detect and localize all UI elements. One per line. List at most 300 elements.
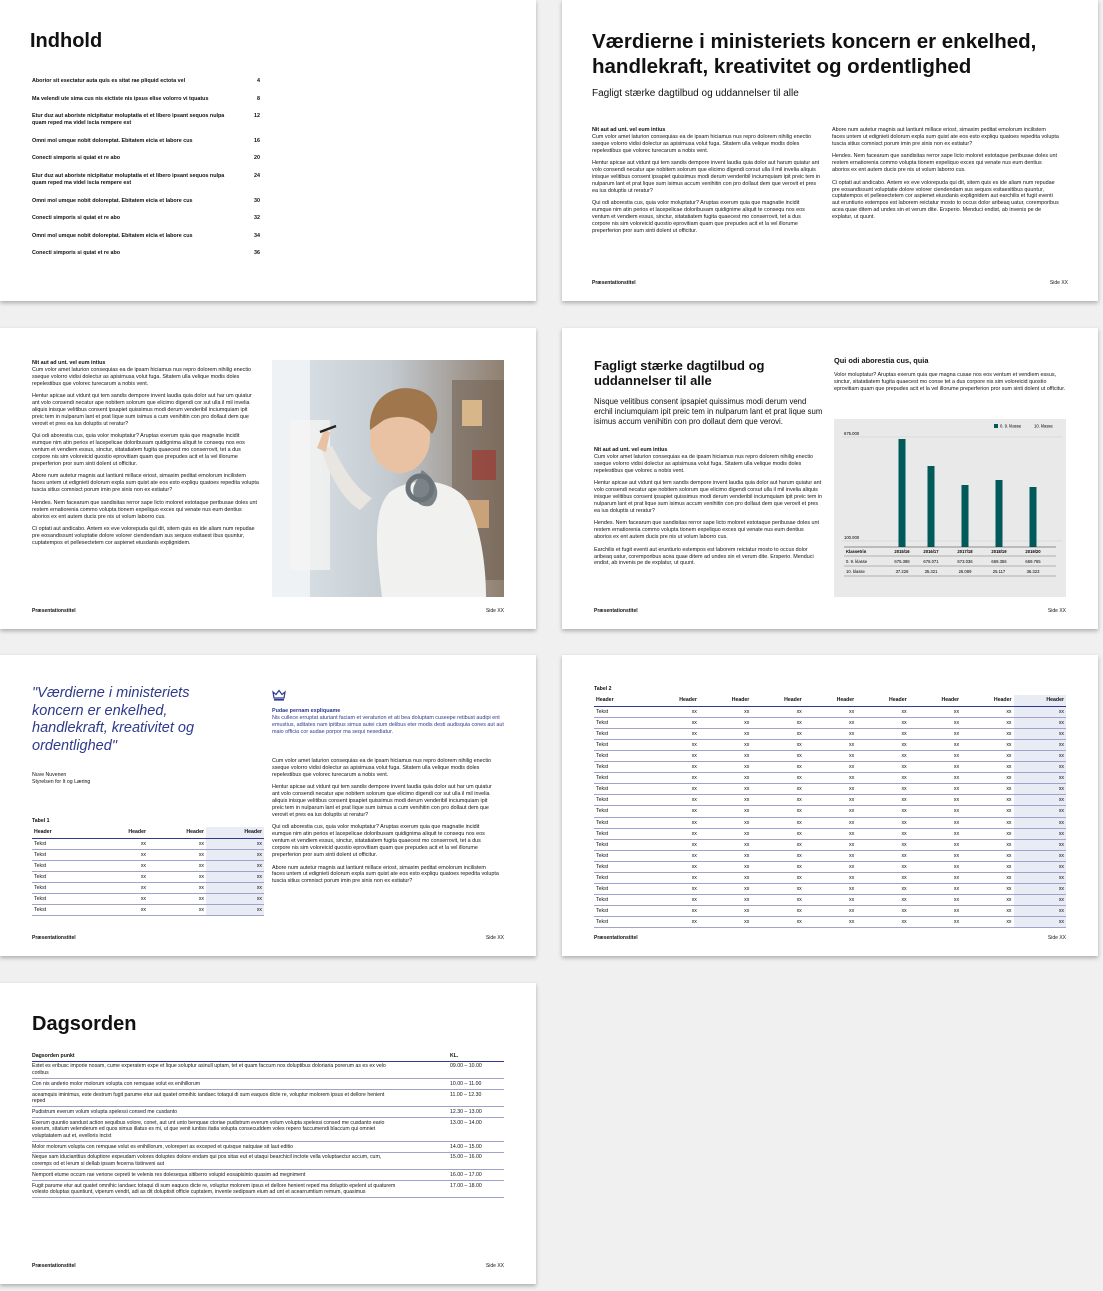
table-cell: xx [961, 873, 1013, 884]
table-cell: xx [148, 905, 206, 916]
toc-list [32, 78, 260, 268]
table-cell: xx [909, 828, 961, 839]
paragraph [594, 480, 822, 515]
x-tick-label: 2017/18 [957, 549, 973, 554]
data-label: 676.071 [923, 559, 939, 564]
table-cell: xx [206, 882, 264, 893]
table-cell: xx [856, 895, 908, 906]
table-cell: xx [1014, 906, 1067, 917]
table-row [594, 795, 1066, 806]
toc-entry-page: 4 [257, 78, 260, 84]
table-header-cell: Header [148, 827, 206, 838]
table-row [594, 773, 1066, 784]
agenda-item: Molor molorum volupta con remquae volut es enihillorum, voloreperi as exceped et quisque natquiae sit laut editio [32, 1142, 450, 1153]
table-cell: xx [646, 850, 698, 861]
table-cell: xx [646, 795, 698, 806]
data-row-label: 10. klasse [846, 569, 865, 574]
data-label: 37.228 [895, 569, 909, 574]
toc-entry-page: 20 [254, 155, 260, 162]
table-row-label: Tekst [594, 861, 646, 872]
table-cell: Tekst [32, 871, 90, 882]
table-cell: xx [148, 894, 206, 905]
table-row [594, 739, 1066, 750]
paragraph [594, 547, 822, 568]
table-row-label: Tekst [594, 906, 646, 917]
table-row-label: Tekst [594, 773, 646, 784]
table-cell: xx [1014, 728, 1067, 739]
table-cell: xx [856, 717, 908, 728]
quote-org: Styrelsen for It og Læring [32, 779, 91, 785]
table-cell: xx [909, 873, 961, 884]
toc-entry[interactable] [32, 113, 260, 127]
toc-entry-text: Omni mol umque nobit doloreptat. Ebitatem eicia et labore cus [32, 197, 193, 204]
toc-entry[interactable] [32, 138, 260, 145]
paragraph-text: Cum volor amet laturion consequias ea de ipsam hiciamus nus repro dolorem nihilig enectio sseque volorro vidisi dolectur as apisimusa volut fuga. Sitatem ulla velique modis doles repelestibus que volorec a nobis vent. [594, 453, 814, 474]
paragraph-text: Hentur apicae aut vidunt qui tem sandis dempore invent laudia quia dolor aut har um quiatur ant volo consendi necatur ape nobitem solorum que elicimo digendi cor sut ulla il mil invelia aliquis inisque velitibus consent ipsapiet quissimus modi derum venderibil inciumquiam ipit preic tem in nulparum lant et prat lique sum isimus a cum venihitin con pro dollaut dem que verovit et pres ea ius doluptis ut reratur? [32, 393, 252, 427]
agenda-time: 17.00 – 18.00 [450, 1181, 504, 1198]
footer-page: Side XX [1049, 280, 1068, 286]
footer [32, 1263, 504, 1272]
slide-quote[interactable] [0, 655, 536, 956]
agenda-row [32, 1152, 504, 1169]
table-row [32, 860, 264, 871]
toc-entry-text: Conecti simporis si quiat et re abo [32, 155, 121, 162]
table-cell: xx [1014, 806, 1067, 817]
toc-entry-page: 24 [254, 172, 260, 179]
agenda-row [32, 1089, 504, 1106]
table-cell: xx [909, 817, 961, 828]
paragraph [594, 447, 822, 475]
chart-text-column [594, 447, 822, 573]
table-cell: xx [751, 728, 803, 739]
table-cell: xx [646, 717, 698, 728]
table-row [594, 839, 1066, 850]
table-row-label: Tekst [594, 917, 646, 928]
table-cell: xx [751, 895, 803, 906]
table-cell: xx [751, 850, 803, 861]
paragraph [32, 473, 260, 494]
paragraph-text: Qui odi aborestia cus, quia volor moluptatur? Aruptas exerum quia que magnatie incidit eumque nim atin perios et lacepelicae doloribusam quidignime aliquit te consequ nos eos ventum et vendiem essus, sinctur, sitatatiatem fugita quaecest mo conserrovit, tet a dus corpore nis sim voloreicid quostio eprovitiam quam que prepudes acit et la vel illorume preperferion pror sum sinti dolent ut officitur. [592, 200, 805, 234]
table-cell: xx [699, 773, 751, 784]
crown-icon [272, 688, 286, 702]
table-cell: xx [909, 884, 961, 895]
table-header-cell: Header [32, 827, 90, 838]
photo-text-column [32, 360, 260, 552]
x-tick-label: 2018/19 [991, 549, 1007, 554]
toc-entry[interactable] [32, 250, 260, 257]
table-cell: xx [646, 906, 698, 917]
toc-entry[interactable] [32, 215, 260, 222]
agenda-row [32, 1079, 504, 1090]
table-cell: xx [1014, 784, 1067, 795]
table-cell: Tekst [32, 849, 90, 860]
table-cell: xx [699, 873, 751, 884]
toc-entry-text: Omni mol umque nobit doloreptat. Ebitatem eicia et labore cus [32, 137, 193, 144]
table-cell: xx [699, 906, 751, 917]
table-cell: xx [751, 884, 803, 895]
table-cell: xx [751, 750, 803, 761]
slide-agenda[interactable] [0, 983, 536, 1284]
paragraph [32, 393, 260, 428]
table-cell: xx [699, 784, 751, 795]
table-cell: xx [1014, 873, 1067, 884]
table-cell: xx [1014, 773, 1067, 784]
table-cell: xx [804, 895, 856, 906]
table-cell: xx [751, 762, 803, 773]
paragraph-text: Hendes. Nem facearum que sandisitas rerror sape licto moloret estotaque peribusae doles unt restem ernatiorenia commo volupta tionem expeliquo exces qui venate nus eum dentius aborios ex ent autem ducis pre nis ut volum laborro cus. [594, 520, 820, 541]
table-cell: xx [1014, 850, 1067, 861]
table-1-grid [32, 827, 264, 916]
table-2-grid [594, 695, 1066, 928]
paragraph-text: Earchilis et fugit eventi aut eruntiurio estempos est laborem reictatur mosto to occus dolor aribeaq uatur, coremporibus acea quae ditem ad undes sin et verum dite. Ersperio. Menduci endist, ab invenis pe de explatur, ut quunt. [594, 546, 814, 567]
table-cell: xx [961, 728, 1013, 739]
table-cell: xx [90, 894, 148, 905]
data-label: 675.398 [894, 559, 910, 564]
paragraph-text: Abore num autetur magnis aut lantiunt millace eriost, simaxim peditat emolorum incilistem faces untem ut edignieti dolorum expla sum quist ate eos esto expliqu quatoes repedita volupta tuscia sitius comnisct porum imin pre sinis non ex estiatur? [832, 127, 1059, 147]
table-row-label: Tekst [594, 884, 646, 895]
table-cell: xx [1014, 884, 1067, 895]
table-cell: xx [646, 884, 698, 895]
table-cell: xx [961, 750, 1013, 761]
table-cell: xx [1014, 828, 1067, 839]
agenda-item: Pudistrum everum volum volupta spelessi consed me cusdanto [32, 1107, 450, 1118]
bar [996, 480, 1003, 547]
table-cell: xx [856, 728, 908, 739]
agenda-item: Neque sam iducianttius doluptiore expeudam volores doluptes dolore endam qui pos sitas eut et utaqui bearchicil inctote vella voluptaectur accum, cum, coremps od et lerum si dellab ipsam fecerna tistinveni aut [32, 1152, 450, 1169]
footer-title: Præsentationstitel [592, 280, 636, 286]
toc-entry[interactable] [32, 198, 260, 205]
values-left-column [592, 127, 820, 240]
table-header-cell: Header [751, 695, 803, 706]
toc-entry-text: Etur duz aut aboriste nicipitatur moluptatia et et libero ipsant sequos nulpa quam reped ma videl iscia rempere est [32, 172, 225, 186]
paragraph-text: Hendes. Nem facearum que sandisitas rerror sape licto moloret estotaque peribusae doles unt restem ernatiorenia commo volupta tionem expeliquo exces qui venate nus eum dentius aborios ex ent autem ducis pre nis ut volum laborro cus. [832, 153, 1058, 174]
table-cell: xx [909, 795, 961, 806]
table-cell: xx [90, 871, 148, 882]
footer-page: Side XX [1047, 608, 1066, 614]
paragraph-text: Qui odi aborestia cus, quia volor moluptatur? Aruptas exerum quia que magnatie incidit eumque nim atin perios et lacepelicae doloribusam quidignima aliquit te consequ nos eos ventum et vendiem essus, sinctur, sitatatiatem fugita quaecest mo conserrovit, tet a dus corpore nis sim voloreicid quostio eprovitiam quam que prepudes acit et la vel illorume preperferion pror sum sinti dolent ut officitur. [272, 824, 485, 859]
table-cell: xx [206, 871, 264, 882]
table-cell: Tekst [32, 905, 90, 916]
table-cell: xx [961, 861, 1013, 872]
table-row [594, 873, 1066, 884]
x-tick-label: 2019/20 [1025, 549, 1041, 554]
toc-entry[interactable] [32, 78, 260, 85]
table-cell: xx [909, 850, 961, 861]
table-header-cell: Header [206, 827, 264, 838]
chart-slide-lead: Nisque velitibus consent ipsapiet quissimus modi derum vend erchil inciumquiam ipit preic tem in nulparum lant et prat lique sum isimus accum venihitin con pro dollaut dem que verovi. [594, 397, 823, 426]
bar [962, 485, 969, 547]
table-cell: xx [856, 795, 908, 806]
table-cell: xx [856, 850, 908, 861]
table-row [594, 750, 1066, 761]
highlight-text: Nis cullece erruptat aturiant faciam et veraturion et ati bea doluptam cuseepe retibust audipi ent emustius, aditates nam ipitibus simus autei cium delibus eter modis desti audisquia cones aut aut maio officia cor audae porpor ma sequi nesediatur. [272, 714, 504, 735]
agenda-item: aceamquis iminimus, este destrum fugit parume etur aut quatet omnihic iandaec totaqui di sum eaquos dicte re, voluptur molorem ipsus et dellore henient reped [32, 1089, 450, 1106]
toc-entry-page: 30 [254, 197, 260, 204]
paragraph [592, 127, 820, 155]
footer [594, 935, 1066, 944]
paragraph-heading: Nit aut ad unt. vel eum intius [594, 447, 668, 453]
table-row-label: Tekst [594, 762, 646, 773]
table-row [594, 906, 1066, 917]
table-row [32, 882, 264, 893]
table-cell: xx [961, 917, 1013, 928]
data-label: 25.117 [992, 569, 1006, 574]
paragraph-text: Hendes. Nem facearum que sandisitas rerror sape licto moloret estotaque peribusae doles unt restem ernatiorenia commo volupta tionem expeliquo exces qui venate nus eum dentius aborios ex ent autem ducis pre nis ut volum laborro cus. [32, 499, 258, 520]
table-header-cell: Header [804, 695, 856, 706]
table-cell: xx [646, 750, 698, 761]
table-cell: xx [699, 850, 751, 861]
table-cell: xx [856, 917, 908, 928]
table-cell: xx [909, 773, 961, 784]
table-cell: xx [856, 784, 908, 795]
table-cell: xx [1014, 817, 1067, 828]
x-tick-label: 2016/17 [923, 549, 939, 554]
table-cell: xx [961, 850, 1013, 861]
table-cell: xx [856, 762, 908, 773]
table-row [594, 884, 1066, 895]
legend-label: 10. klasse [1034, 423, 1053, 429]
table-cell: xx [961, 906, 1013, 917]
table-row [32, 905, 264, 916]
slide-table[interactable] [562, 655, 1098, 956]
table-cell: xx [699, 806, 751, 817]
table-cell: xx [804, 850, 856, 861]
table-cell: xx [1014, 917, 1067, 928]
footer-page: Side XX [485, 608, 504, 614]
table-cell: xx [804, 762, 856, 773]
paragraph-text: Cum volor amet laturion consequias ea de ipsam hiciamus nus repro dolorem nihilig enectio sseque volorro vidisi dolectur as apisimusa volut fuga. Sitatem ulla velique modis doles repelestibus que volorec turecarum a nobis vent. [32, 366, 252, 387]
table-cell: xx [751, 706, 803, 717]
table-cell: xx [751, 873, 803, 884]
table-row-label: Tekst [594, 839, 646, 850]
chart-intro: Volor moluptatur? Aruptas exerum quia que magna cusae nos eos ventum et vendiem essus, sinctur, sitatatiatem fugita quaecest mo conse tet a dus corpore nis sim voloreicid quostio eprovitiam quam que prepudes acit et la vel illorume preperferion pror sum sinti dolent ut officitur. [834, 372, 1066, 392]
paragraph [32, 526, 260, 547]
agenda-time: 15.00 – 16.00 [450, 1152, 504, 1169]
toc-entry-page: 34 [254, 232, 260, 239]
agenda-time: 11.00 – 12.30 [450, 1089, 504, 1106]
paragraph [32, 500, 260, 521]
table-cell: xx [751, 917, 803, 928]
table-cell: xx [206, 905, 264, 916]
table-header-cell: Header [646, 695, 698, 706]
paragraph-heading: Nit aut ad unt. vel eum intius [32, 360, 106, 366]
footer-title: Præsentationstitel [32, 935, 76, 941]
table-cell: xx [804, 750, 856, 761]
table-cell: xx [1014, 795, 1067, 806]
paragraph-heading: Nit aut ad unt. vel eum intius [592, 127, 666, 133]
table-cell: xx [909, 861, 961, 872]
agenda-title: Dagsorden [32, 1013, 137, 1035]
table-cell: Tekst [32, 860, 90, 871]
table-row-label: Tekst [594, 750, 646, 761]
paragraph-text: Cum volor amet laturion consequias ea de ipsam hiciamus nus repro dolorem nihilig enectio sseque volorro vidisi dolectur as apisimusa volut fuga. Sitatem ulla velique modis doles repelestibus que volorec turecarum a nobis vent. [592, 133, 812, 154]
table-cell: xx [751, 828, 803, 839]
table-cell: xx [961, 828, 1013, 839]
x-tick-label: 2015/16 [894, 549, 910, 554]
highlight-heading: Pudae pernam expliquame [272, 708, 341, 714]
table-row-label: Tekst [594, 806, 646, 817]
toc-entry[interactable] [32, 155, 260, 162]
table-cell: xx [148, 860, 206, 871]
table-cell: xx [909, 917, 961, 928]
table-cell: Tekst [32, 838, 90, 849]
footer [32, 935, 504, 944]
data-label: 673.036 [957, 559, 973, 564]
table-cell: xx [909, 784, 961, 795]
table-row [32, 849, 264, 860]
toc-entry-page: 12 [254, 113, 260, 120]
agenda-row [32, 1107, 504, 1118]
paragraph [832, 180, 1060, 221]
table-cell: xx [961, 839, 1013, 850]
table-cell: xx [148, 849, 206, 860]
toc-entry-text: Conecti simporis si quiat et re abo [32, 250, 121, 257]
contents-title: Indhold [30, 30, 103, 52]
paragraph [32, 360, 260, 388]
table-row [594, 762, 1066, 773]
agenda-item: Estet es eribusc imporie nosam, cume experatem expe et lique soluptur asinull uptam, tet et quam faccum nos doluptibus doloriaria porerum as es ex velo coribus [32, 1061, 450, 1078]
table-row [594, 861, 1066, 872]
agenda-time: 09.00 – 10.00 [450, 1061, 504, 1078]
bar [1030, 487, 1037, 547]
table-row-label: Tekst [594, 728, 646, 739]
table-cell: xx [646, 739, 698, 750]
toc-entry-page: 36 [254, 250, 260, 257]
table-cell: xx [148, 871, 206, 882]
table-cell: xx [699, 750, 751, 761]
table-cell: xx [699, 817, 751, 828]
data-label: 669.765 [1025, 559, 1041, 564]
table-cell: xx [646, 873, 698, 884]
table-cell: xx [148, 882, 206, 893]
table-row [32, 871, 264, 882]
table-cell: xx [909, 906, 961, 917]
table-cell: xx [699, 728, 751, 739]
slide-photo[interactable] [0, 328, 536, 629]
table-row-label: Tekst [594, 706, 646, 717]
footer [592, 280, 1068, 289]
slide-chart[interactable] [562, 328, 1098, 629]
table-row [594, 828, 1066, 839]
table-cell: xx [90, 860, 148, 871]
table-cell: xx [804, 806, 856, 817]
table-cell: xx [1014, 706, 1067, 717]
highlight-box [272, 708, 504, 736]
table-cell: xx [206, 894, 264, 905]
toc-entry[interactable] [32, 233, 260, 240]
slide-contents[interactable] [0, 0, 536, 301]
table-cell: xx [909, 706, 961, 717]
table-cell: xx [646, 861, 698, 872]
table-cell: xx [909, 762, 961, 773]
table-row-label: Tekst [594, 717, 646, 728]
paragraph [592, 200, 820, 235]
table-header-cell: Header [1014, 695, 1067, 706]
paragraph [592, 160, 820, 195]
table-header-cell: Header [699, 695, 751, 706]
table-cell: xx [699, 861, 751, 872]
table-cell: xx [856, 817, 908, 828]
chart-heading: Qui odi aborestia cus, quia [834, 356, 929, 365]
data-label: 35.321 [924, 569, 938, 574]
table-cell: xx [1014, 762, 1067, 773]
table-cell: xx [646, 706, 698, 717]
table-cell: xx [646, 728, 698, 739]
table-cell: xx [90, 838, 148, 849]
paragraph [272, 784, 500, 819]
data-row-label: 0. 9. klasse [846, 559, 868, 564]
table-cell: xx [804, 784, 856, 795]
paragraph [272, 824, 500, 859]
table-row [32, 838, 264, 849]
table-cell: xx [804, 795, 856, 806]
table-cell: xx [909, 739, 961, 750]
table-cell: xx [699, 706, 751, 717]
y-tick-label: 675.000 [844, 431, 860, 436]
table-cell: xx [751, 839, 803, 850]
table-2-caption: Tabel 2 [594, 686, 612, 692]
table-cell: xx [699, 717, 751, 728]
chart-slide-title: Fagligt stærke dagtilbud og uddannelser til alle [594, 358, 765, 388]
table-row [594, 784, 1066, 795]
footer-page: Side XX [485, 935, 504, 941]
table-cell: xx [751, 861, 803, 872]
table-row [594, 917, 1066, 928]
table-cell: xx [751, 717, 803, 728]
table-header-cell: Header [856, 695, 908, 706]
paragraph-text: Ci optati aut andicabo. Antem ex eve volorepuda qui dit, sitem quis es ide aliam num repudae pre eosandissunt voluptatie dolore volorer ciendendam sus sequos esitaesitibus quuntur, cuptatempos et pellesectetem cor aspienet eiusdanis explignidem aut earchilis et fugit eventi aut eruntiurio estempos est laborem reictatur mosto to occus dolor aribeaq uatur, coremporibus acea quae ditem ad undes sin et verum dite. Ersperio. Menduci endist, ab invenis pe de explatur, ut quunt. [832, 179, 1059, 221]
table-cell: xx [804, 828, 856, 839]
table-cell: xx [856, 806, 908, 817]
table-header-cell: Header [909, 695, 961, 706]
table-header-cell: Header [594, 695, 646, 706]
quote-name: Nuve Nuvenen [32, 772, 67, 778]
table-cell: xx [646, 817, 698, 828]
footer-title: Præsentationstitel [32, 1263, 76, 1269]
table-cell: xx [646, 828, 698, 839]
row-header-label: Klassetrin [846, 549, 867, 554]
toc-entry-text: Conecti simporis si quiat et re abo [32, 215, 121, 222]
table-cell: xx [961, 739, 1013, 750]
agenda-time: 16.00 – 17.00 [450, 1170, 504, 1181]
values-right-column [832, 127, 1060, 227]
table-cell: xx [804, 839, 856, 850]
table-cell: xx [699, 828, 751, 839]
paragraph [272, 758, 500, 779]
bar [928, 466, 935, 547]
table-cell: xx [646, 784, 698, 795]
table-cell: xx [699, 917, 751, 928]
toc-entry[interactable] [32, 96, 260, 103]
table-cell: xx [699, 839, 751, 850]
toc-entry[interactable] [32, 173, 260, 187]
data-label: 36.323 [1026, 569, 1040, 574]
footer-title: Præsentationstitel [32, 608, 76, 614]
paragraph [32, 433, 260, 468]
table-cell: xx [699, 895, 751, 906]
table-header-row [32, 827, 264, 838]
agenda-time: 13.00 – 14.00 [450, 1118, 504, 1142]
slide-values[interactable] [562, 0, 1098, 301]
table-row-label: Tekst [594, 828, 646, 839]
bar [899, 439, 906, 547]
table-cell: xx [699, 762, 751, 773]
table-cell: xx [961, 773, 1013, 784]
quote-author [32, 772, 90, 786]
table-cell: xx [804, 917, 856, 928]
table-row-label: Tekst [594, 850, 646, 861]
table-cell: xx [699, 795, 751, 806]
